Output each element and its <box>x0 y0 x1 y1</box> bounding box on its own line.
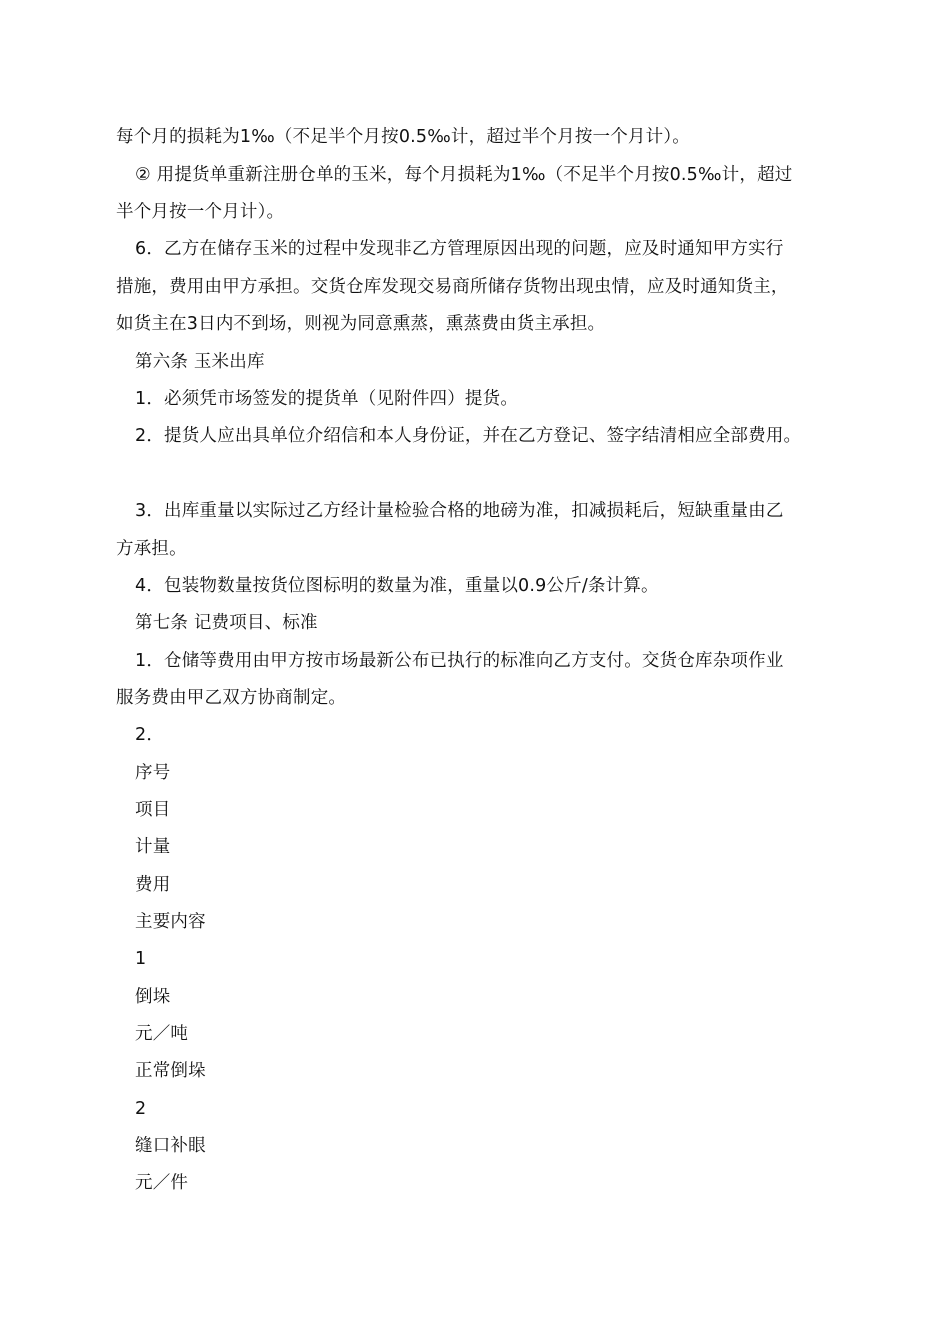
text-line: 服务费由甲乙双方协商制定。 <box>116 688 347 708</box>
table-header-cell: 计量 <box>135 837 171 857</box>
text-line: ② 用提货单重新注册仓单的玉米，每个月损耗为1‰（不足半个月按0.5‰计，超过 <box>135 165 793 185</box>
text-line: 半个月按一个月计）。 <box>116 202 285 222</box>
text-line: 措施，费用由甲方承担。交货仓库发现交易商所储存货物出现虫情，应及时通知货主， <box>116 277 789 297</box>
section-heading: 第六条 玉米出库 <box>135 352 265 372</box>
table-header-cell: 费用 <box>135 875 171 895</box>
table-cell: 缝口补眼 <box>135 1136 206 1156</box>
table-header-cell: 项目 <box>135 800 171 820</box>
table-cell: 元／件 <box>135 1173 189 1193</box>
text-line: 1．仓储等费用由甲方按市场最新公布已执行的标准向乙方支付。交货仓库杂项作业 <box>135 651 784 671</box>
text-line: 4．包装物数量按货位图标明的数量为准，重量以0.9公斤/条计算。 <box>135 576 659 596</box>
table-header-cell: 序号 <box>135 763 171 783</box>
text-line: 2． <box>135 725 165 745</box>
section-heading: 第七条 记费项目、标准 <box>135 613 318 633</box>
text-line: 1．必须凭市场签发的提货单（见附件四）提货。 <box>135 389 519 409</box>
table-header-cell: 主要内容 <box>135 912 206 932</box>
table-cell: 正常倒垛 <box>135 1061 206 1081</box>
text-line: 如货主在3日内不到场，则视为同意熏蒸，熏蒸费由货主承担。 <box>116 314 606 334</box>
text-line: 每个月的损耗为1‰（不足半个月按0.5‰计，超过半个月按一个月计）。 <box>116 127 690 147</box>
text-line: 2．提货人应出具单位介绍信和本人身份证，并在乙方登记、签字结清相应全部费用。 <box>135 426 802 446</box>
text-line: 方承担。 <box>116 539 187 559</box>
table-cell: 1 <box>135 949 147 969</box>
table-cell: 2 <box>135 1099 147 1119</box>
text-line: 6．乙方在储存玉米的过程中发现非乙方管理原因出现的问题，应及时通知甲方实行 <box>135 239 784 259</box>
text-line: 3．出库重量以实际过乙方经计量检验合格的地磅为准，扣减损耗后，短缺重量由乙 <box>135 501 784 521</box>
table-cell: 元／吨 <box>135 1024 189 1044</box>
table-cell: 倒垛 <box>135 987 171 1007</box>
